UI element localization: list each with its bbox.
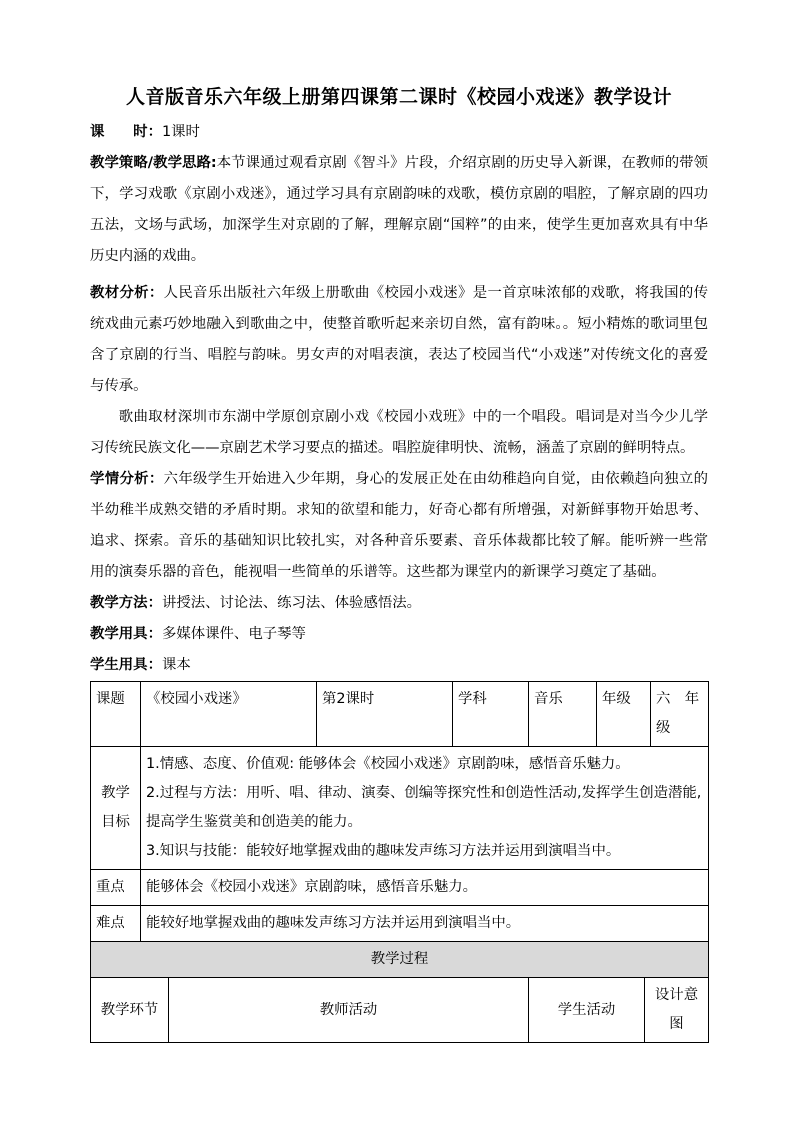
subject-label: 学科 [453, 682, 529, 747]
strategy-label: 教学策略/教学思路: [90, 155, 217, 171]
subject-value: 音乐 [529, 682, 597, 747]
hours-text: 1课时 [161, 124, 200, 140]
table-row-process-columns [91, 978, 709, 1043]
difficulty-label: 难点 [91, 906, 141, 942]
student-tools-text: 课本 [161, 657, 191, 673]
process-col-student: 学生活动 [529, 978, 645, 1043]
material-paragraph [90, 278, 708, 402]
tools-label: 教学用具： [90, 626, 162, 642]
goal-item: 1.情感、态度、价值观: 能够体会《校园小戏迷》京剧韵味，感悟音乐魅力。 [146, 756, 630, 772]
students-text: 六年级学生开始进入少年期，身心的发展正处在由幼稚趋向自觉，由依赖趋向独立的半幼稚半成熟交错的矛盾时期。求知的欲望和能力，好奇心都有所增强，对新鲜事物开始思考、追求、探索。音乐的基础知识比较扎实，对各种音乐要素、音乐体裁都比较了解。能听辨一些常用的演奏乐器的音色，能视唱一些简单的乐谱等。这些都为课堂内的新课学习奠定了基础。 [90, 471, 708, 580]
process-col-stage: 教学环节 [91, 978, 169, 1043]
material-paragraph-2: 歌曲取材深圳市东湖中学原创京剧小戏《校园小戏班》中的一个唱段。唱词是对当今少儿学习传统民族文化——京剧艺术学习要点的描述。唱腔旋律明快、流畅，涵盖了京剧的鲜明特点。 [90, 409, 708, 456]
tools-text: 多媒体课件、电子琴等 [161, 626, 306, 642]
tools-line [90, 619, 708, 650]
methods-text: 讲授法、讨论法、练习法、体验感悟法。 [161, 595, 422, 611]
students-paragraph [90, 464, 708, 588]
key-text: 能够体会《校园小戏迷》京剧韵味，感悟音乐魅力。 [141, 870, 709, 906]
grade-value: 六 年级 [651, 682, 709, 747]
hours-line [90, 117, 708, 148]
lesson-value: 第2课时 [317, 682, 453, 747]
difficulty-text: 能较好地掌握戏曲的趣味发声练习方法并运用到演唱当中。 [141, 906, 709, 942]
methods-label: 教学方法： [90, 595, 162, 611]
table-row-process-header [91, 942, 709, 978]
key-label: 重点 [91, 870, 141, 906]
goal-item: 3.知识与技能：能较好地掌握戏曲的趣味发声练习方法并运用到演唱当中。 [146, 843, 621, 859]
process-col-teacher: 教师活动 [169, 978, 529, 1043]
hours-label: 课 时： [90, 124, 162, 140]
goal-item: 2.过程与方法：用听、唱、律动、演奏、创编等探究性和创造性活动,发挥学生创造潜能,提高学生鉴赏美和创造美的能力。 [146, 785, 702, 830]
table-row-topic [91, 682, 709, 747]
student-tools-label: 学生用具： [90, 657, 162, 673]
strategy-paragraph [90, 148, 708, 272]
grade-label: 年级 [597, 682, 651, 747]
goals-cell [141, 747, 709, 870]
document-page [90, 82, 708, 1043]
goals-label: 教学目标 [91, 747, 141, 870]
material-text: 人民音乐出版社六年级上册歌曲《校园小戏迷》是一首京味浓郁的戏歌，将我国的传统戏曲元素巧妙地融入到歌曲之中，使整首歌听起来亲切自然，富有韵味。。短小精炼的歌词里包含了京剧的行当、唱腔与韵味。男女声的对唱表演，表达了校园当代“小戏迷”对传统文化的喜爱与传承。 [90, 285, 708, 394]
lesson-table [90, 681, 709, 1043]
students-label: 学情分析： [90, 471, 164, 487]
table-row-goals [91, 747, 709, 870]
document-title: 人音版音乐六年级上册第四课第二课时《校园小戏迷》教学设计 [125, 86, 672, 108]
table-row-difficulty [91, 906, 709, 942]
table-row-key [91, 870, 709, 906]
topic-value: 《校园小戏迷》 [141, 682, 317, 747]
topic-label: 课题 [91, 682, 141, 747]
student-tools-line [90, 650, 708, 681]
strategy-text: 本节课通过观看京剧《智斗》片段，介绍京剧的历史导入新课，在教师的带领下，学习戏歌《京剧小戏迷》，通过学习具有京剧韵味的戏歌，模仿京剧的唱腔，了解京剧的四功五法，文场与武场，加深学生对京剧的了解，理解京剧“国粹”的由来，使学生更加喜欢具有中华历史内涵的戏曲。 [90, 155, 708, 264]
material-label: 教材分析： [90, 285, 164, 301]
process-header: 教学过程 [91, 942, 709, 978]
methods-line [90, 588, 708, 619]
process-col-intent: 设计意图 [645, 978, 709, 1043]
